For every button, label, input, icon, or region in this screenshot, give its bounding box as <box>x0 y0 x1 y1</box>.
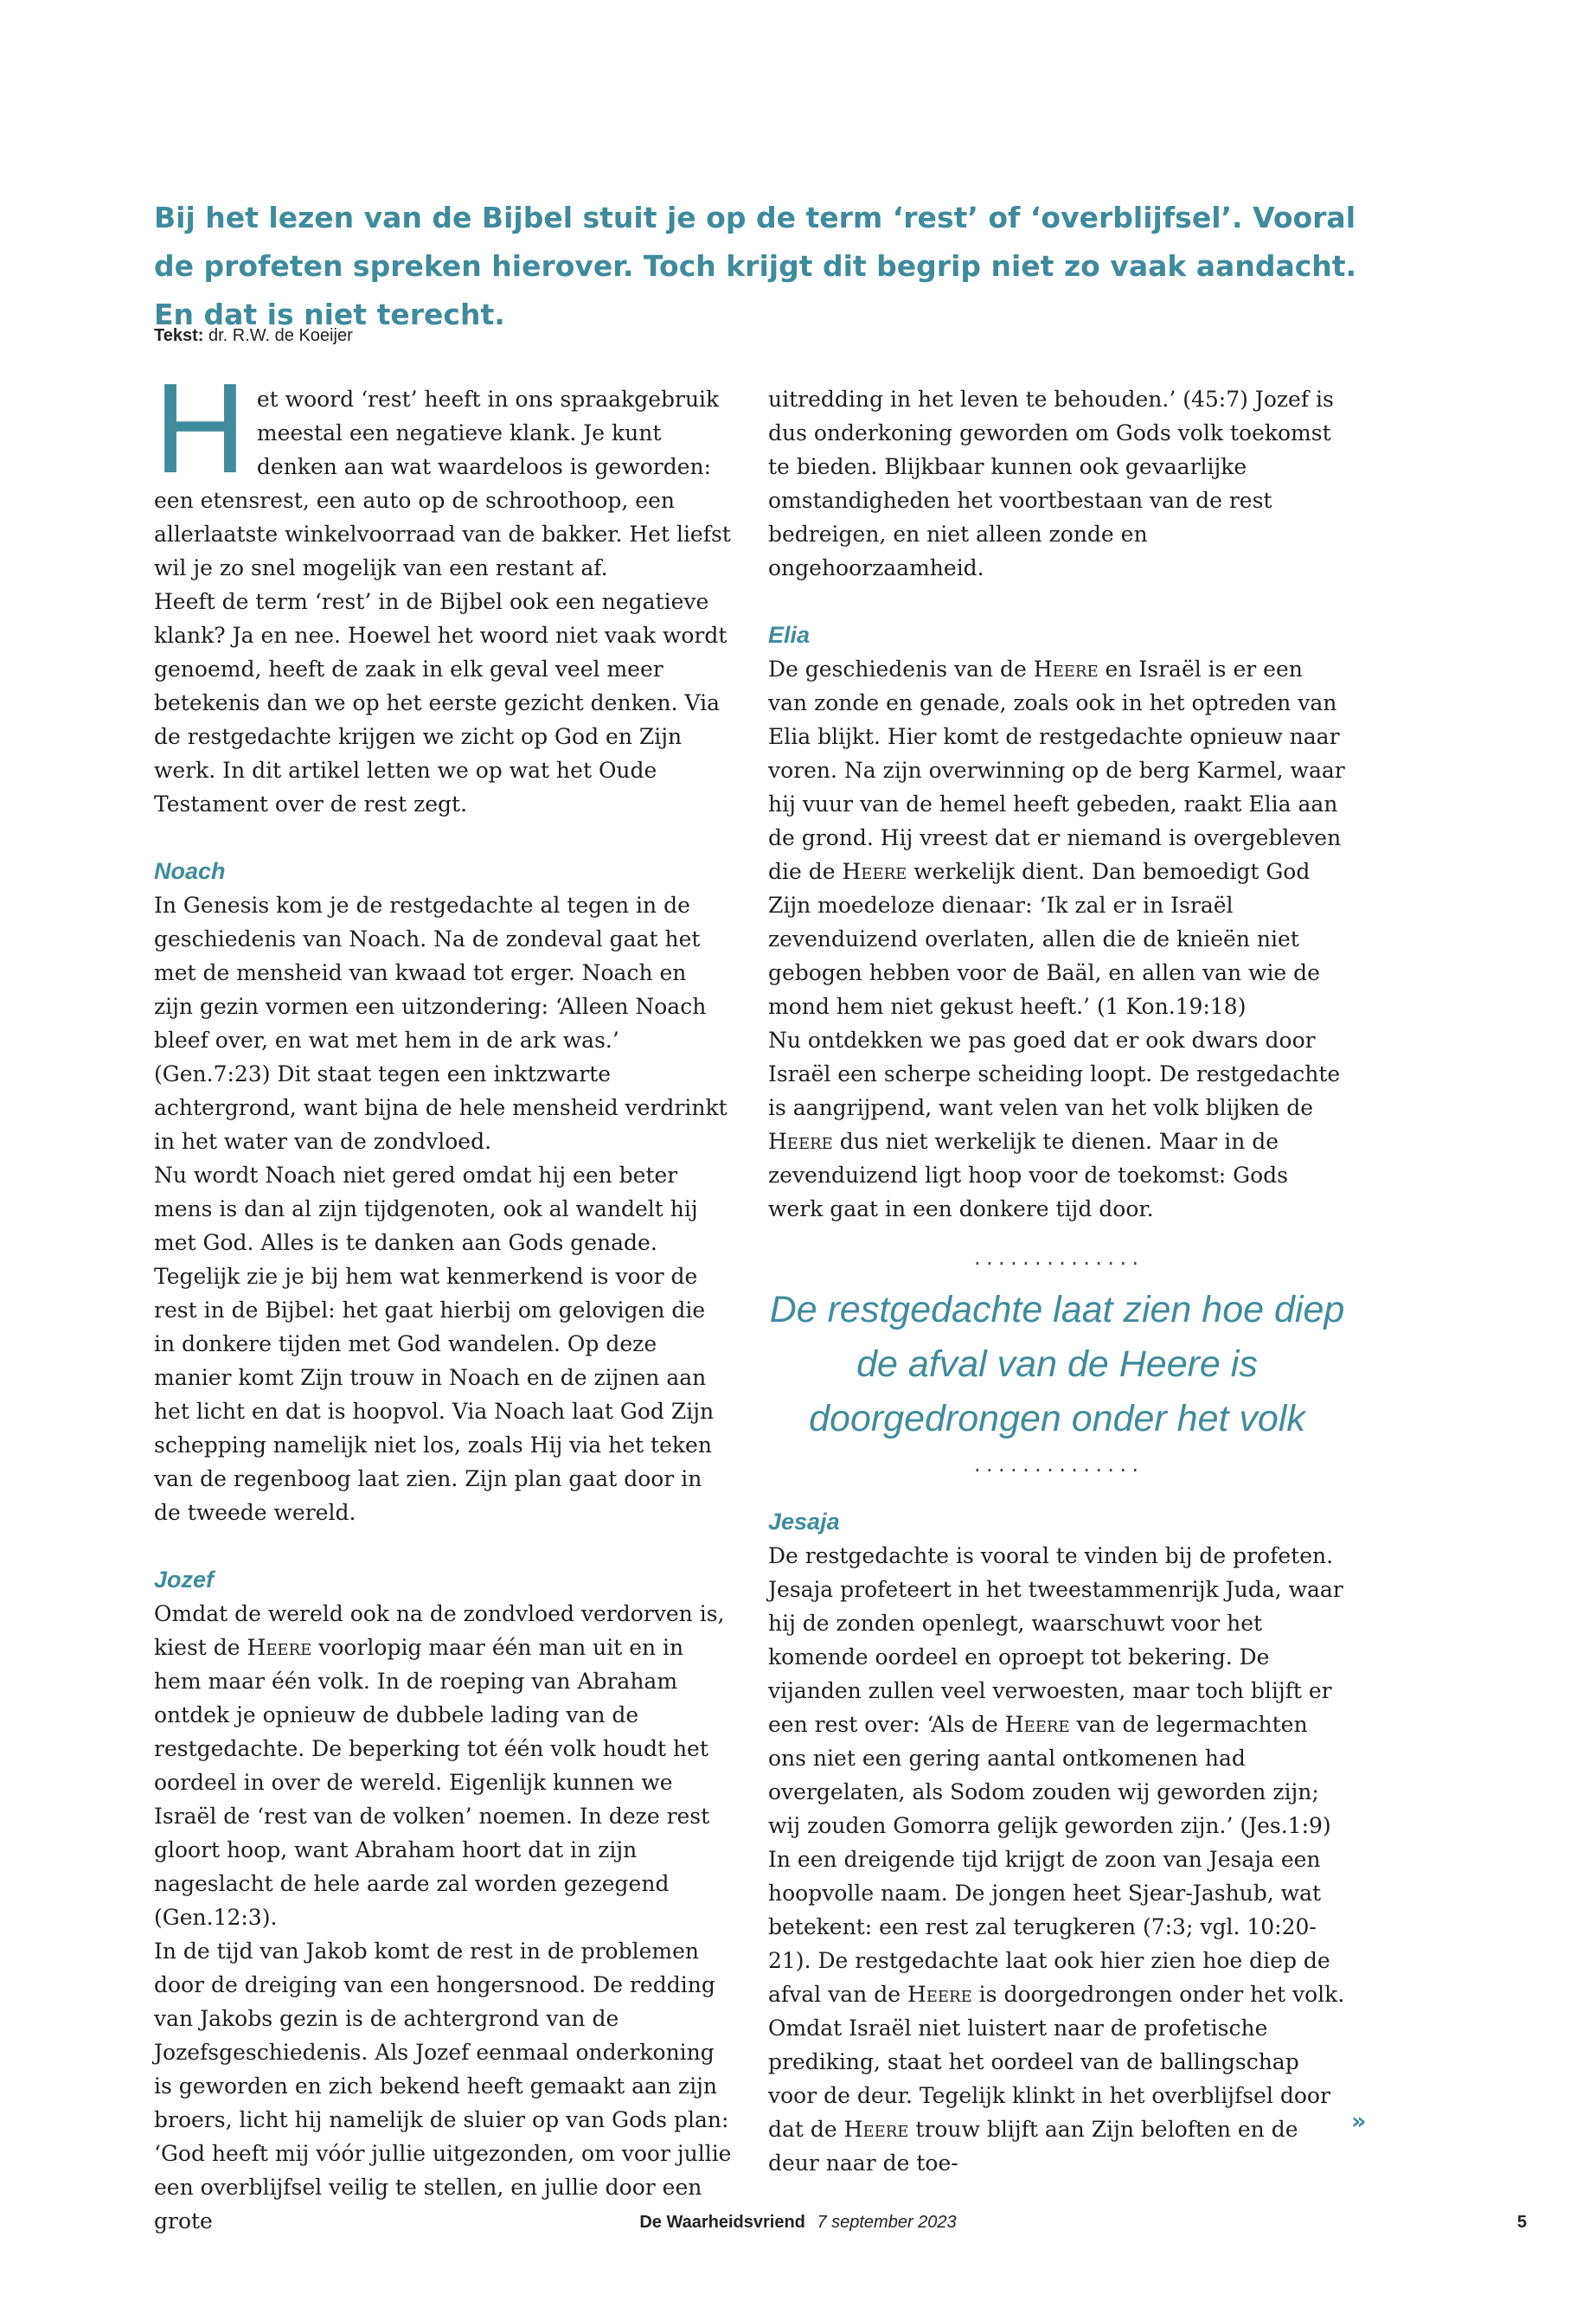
section-heading-jozef: Jozef <box>154 1567 215 1593</box>
paragraph: De geschiedenis van de Heere en Israël is er een van zonde en genade, zoals ook in het optreden van Elia blijkt. Hier komt de restgedachte opnieuw naar voren. Na zijn overwinning op de berg Karmel, waar hij vuur van de hemel heeft gebeden, raakt Elia aan de grond. Hij vreest dat er niemand is overgebleven die de Heere werkelijk dient. Dan bemoedigt God Zijn moedeloze dienaar: ‘Ik zal er in Israël zevenduizend overlaten, allen die de knieën niet gebogen hebben voor de Baäl, en allen van wie de mond hem niet gekust heeft.’ (1 Kon.19:18) <box>768 657 1345 1019</box>
paragraph: In een dreigende tijd krijgt de zoon van Jesaja een hoopvolle naam. De jongen heet Sjear-Jashub, wat betekent: een rest zal terugkeren (7:3; vgl. 10:20-21). De restgedachte laat ook hier zien hoe diep de afval van de Heere is doorgedrongen onder het volk. Omdat Israël niet luistert naar de profetische prediking, staat het oordeel van de ballingschap voor de deur. Tegelijk klinkt in het overblijfsel door dat de Heere trouw blijft aan Zijn beloften en de deur naar de toe- <box>768 1847 1345 2176</box>
magazine-name: De Waarheidsvriend <box>639 2213 805 2232</box>
heere-smallcaps: Heere <box>907 1982 972 2007</box>
pull-quote <box>768 1247 1346 1477</box>
paragraph: In Genesis kom je de restgedachte al tegen in de geschiedenis van Noach. Na de zondeval gaat het met de mensheid van kwaad tot erger. Noach en zijn gezin vormen een uitzondering: ‘Alleen Noach bleef over, en wat met hem in de ark was.’ (Gen.7:23) Dit staat tegen een inktzwarte achtergrond, want bijna de hele mensheid verdrinkt in het water van de zondvloed. <box>154 893 727 1154</box>
paragraph: Nu wordt Noach niet gered omdat hij een beter mens is dan al zijn tijdgenoten, ook al wandelt hij met God. Alles is te danken aan Gods genade. Tegelijk zie je bij hem wat kenmerkend is voor de rest in de Bijbel: het gaat hierbij om gelovigen die in donkere tijden met God wandelen. Op deze manier komt Zijn trouw in Noach en de zijnen aan het licht en dat is hoopvol. Via Noach laat God Zijn schepping namelijk niet los, zoals Hij via het teken van de regenboog laat zien. Zijn plan gaat door in de tweede wereld. <box>154 1163 715 1525</box>
section-heading-jesaja: Jesaja <box>768 1509 840 1535</box>
column-right <box>768 382 1346 2180</box>
byline-label: Tekst: <box>154 326 204 345</box>
page-footer <box>0 2213 1596 2233</box>
byline-author: dr. R.W. de Koeijer <box>208 326 353 345</box>
byline <box>154 324 353 348</box>
paragraph: Nu ontdekken we pas goed dat er ook dwars door Israël een scherpe scheiding loopt. De restgedachte is aangrijpend, want velen van het volk blijken de Heere dus niet werkelijk te dienen. Maar in de zevenduizend ligt hoop voor de toekomst: Gods werk gaat in een donkere tijd door. <box>768 1028 1341 1221</box>
pull-quote-divider-bottom: .............. <box>971 1455 1143 1476</box>
column-left <box>154 357 732 2238</box>
section-heading-elia: Elia <box>768 622 811 648</box>
heere-smallcaps: Heere <box>1033 657 1099 682</box>
paragraph: Omdat de wereld ook na de zondvloed verdorven is, kiest de Heere voorlopig maar één man uit en in hem maar één volk. In de roeping van Abraham ontdek je opnieuw de dubbele lading van de restgedachte. De beperking tot één volk houdt het oordeel in over de wereld. Eigenlijk kunnen we Israël de ‘rest van de volken’ noemen. In deze rest gloort hoop, want Abraham hoort dat in zijn nageslacht de hele aarde zal worden gezegend (Gen.12:3). <box>154 1601 725 1930</box>
paragraph: Heeft de term ‘rest’ in de Bijbel ook een negatieve klank? Ja en nee. Hoewel het woord niet vaak wordt genoemd, heeft de zaak in elk geval veel meer betekenis dan we op het eerste gezicht denken. Via de restgedachte krijgen we zicht op God en Zijn werk. In dit artikel letten we op wat het Oude Testament over de rest zegt. <box>154 589 727 817</box>
paragraph: In de tijd van Jakob komt de rest in de problemen door de dreiging van een hongersnood. De redding van Jakobs gezin is de achtergrond van de Jozefsgeschiedenis. Als Jozef eenmaal onderkoning is geworden en zich bekend heeft gemaakt aan zijn broers, licht hij namelijk de sluier op van Gods plan: ‘God heeft mij vóór jullie uitgezonden, om voor jullie een overblijfsel veilig te stellen, en jullie door een grote <box>154 1939 732 2234</box>
drop-cap: H <box>154 357 247 500</box>
continue-arrow-icon: » <box>1351 2108 1367 2135</box>
issue-date: 7 september 2023 <box>817 2213 957 2232</box>
heere-smallcaps: Heere <box>768 1129 833 1154</box>
intro-text: Bij het lezen van de Bijbel stuit je op de term ‘rest’ of ‘overblijfsel’. Vooral de profeten spreken hierover. Toch krijgt dit begrip niet zo vaak aandacht. En dat is niet terecht. <box>154 201 1357 331</box>
paragraph: De restgedachte is vooral te vinden bij de profeten. Jesaja profeteert in het tweestammenrijk Juda, waar hij de zonden openlegt, waarschuwt voor het komende oordeel en oproept tot bekering. De vijanden zullen veel verwoesten, maar toch blijft er een rest over: ‘Als de Heere van de legermachten ons niet een gering aantal ontkomenen had overgelaten, als Sodom zouden wij geworden zijn; wij zouden Gomorra gelijk geworden zijn.’ (Jes.1:9) <box>768 1543 1343 1838</box>
section-heading-noach: Noach <box>154 858 226 884</box>
heere-smallcaps: Heere <box>247 1635 312 1660</box>
heere-smallcaps: Heere <box>1004 1712 1070 1737</box>
heere-smallcaps: Heere <box>843 2117 909 2142</box>
paragraph: uitredding in het leven te behouden.’ (45:7) Jozef is dus onderkoning geworden om Gods volk toekomst te bieden. Blijkbaar kunnen ook gevaarlijke omstandigheden het voortbestaan van de rest bedreigen, en niet alleen zonde en ongehoorzaamheid. <box>768 387 1334 580</box>
heere-smallcaps: Heere <box>842 859 907 884</box>
pull-quote-divider-top: .............. <box>971 1248 1143 1269</box>
page-number: 5 <box>1516 2213 1527 2232</box>
paragraph: et woord ‘rest’ heeft in ons spraakgebruik meestal een negatieve klank. Je kunt denken aan wat waardeloos is geworden: een etensrest, een auto op de schroothoop, een allerlaatste winkelvoorraad van de bakker. Het liefst wil je zo snel mogelijk van een restant af. <box>154 387 731 580</box>
pull-quote-text: De restgedachte laat zien hoe diep de afval van de Heere is doorgedrongen onder het volk <box>769 1289 1345 1439</box>
